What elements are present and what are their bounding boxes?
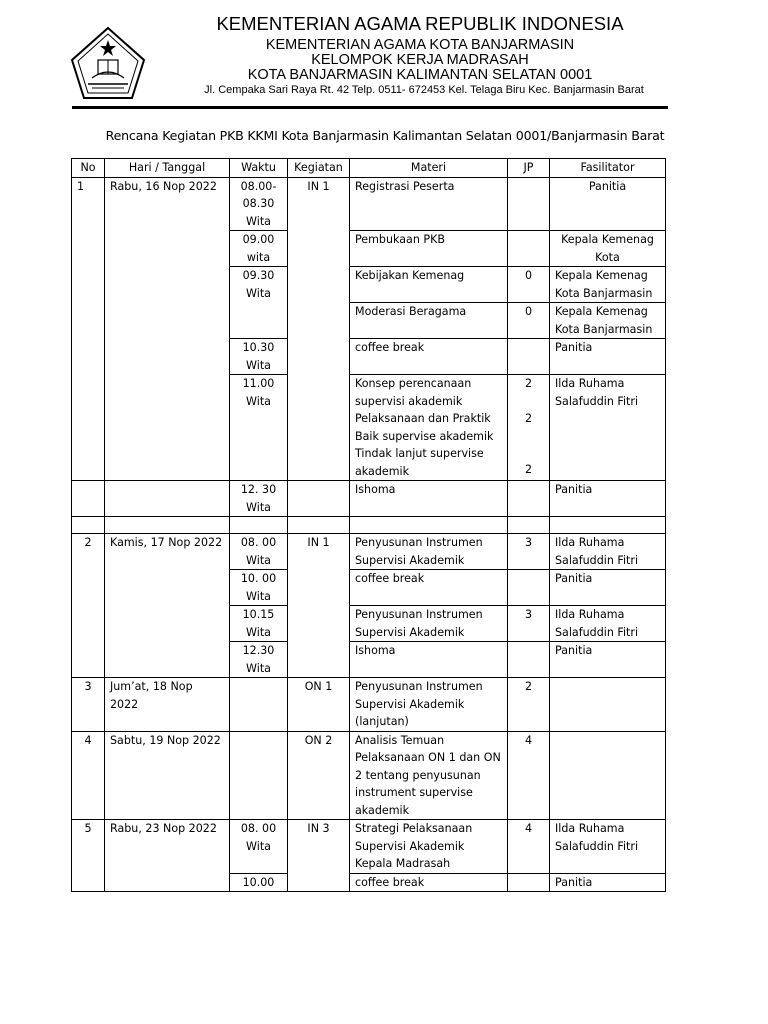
cell-fasilitator: Panitia xyxy=(550,177,666,231)
cell-materi xyxy=(350,375,508,481)
cell-materi: Penyusunan Instrumen Supervisi Akademik xyxy=(350,534,508,570)
table-row xyxy=(72,339,666,375)
cell-waktu: 10.30 Wita xyxy=(230,339,288,375)
cell-waktu xyxy=(230,731,288,820)
cell-jp: 4 xyxy=(508,731,550,820)
cell-jp xyxy=(508,642,550,678)
cell-jp: 2 xyxy=(508,678,550,732)
cell-jp: 3 xyxy=(508,534,550,570)
table-row xyxy=(72,481,666,517)
cell-no: 3 xyxy=(72,678,105,732)
cell-hari: Jum’at, 18 Nop 2022 xyxy=(105,678,230,732)
cell-fasilitator xyxy=(550,731,666,820)
cell-materi: Moderasi Beragama xyxy=(350,303,508,339)
cell-fasilitator: Ilda Ruhama Salafuddin Fitri xyxy=(550,820,666,874)
cell-jp: 3 xyxy=(508,606,550,642)
cell-jp xyxy=(508,177,550,231)
cell-materi: Ishoma xyxy=(350,642,508,678)
materi-item: Konsep perencanaan supervisi akademik xyxy=(355,377,472,408)
cell-jp: 4 xyxy=(508,820,550,874)
address-line: Jl. Cempaka Sari Raya Rt. 42 Telp. 0511- 672453 Kel. Telaga Biru Kec. Banjarmasin Barat xyxy=(204,84,644,96)
cell-hari: Rabu, 16 Nop 2022 xyxy=(105,177,230,231)
cell-waktu: 12.30 Wita xyxy=(230,642,288,678)
table-row xyxy=(72,231,666,267)
cell-materi: coffee break xyxy=(350,873,508,892)
cell-materi: Pembukaan PKB xyxy=(350,231,508,267)
cell-fasilitator: Kepala Kemenag Kota xyxy=(550,231,666,267)
cell-fasilitator: Panitia xyxy=(550,481,666,517)
cell-waktu xyxy=(230,678,288,732)
cell-fasilitator: Ilda Ruhama Salafuddin Fitri xyxy=(550,606,666,642)
group-title: KELOMPOK KERJA MADRASAH xyxy=(311,52,529,68)
cell-fasilitator: Panitia xyxy=(550,339,666,375)
table-row xyxy=(72,873,666,892)
col-header-waktu: Waktu xyxy=(230,159,288,178)
cell-waktu: 10.00 xyxy=(230,873,288,892)
cell-jp: 0 xyxy=(508,267,550,303)
col-header-no: No xyxy=(72,159,105,178)
cell-fasilitator: Ilda Ruhama Salafuddin Fitri xyxy=(550,375,666,481)
cell-jp xyxy=(508,339,550,375)
cell-waktu: 08. 00 Wita xyxy=(230,534,288,570)
cell-waktu: 09.30 Wita xyxy=(230,267,288,303)
col-header-materi: Materi xyxy=(350,159,508,178)
cell-fasilitator: Panitia xyxy=(550,642,666,678)
jp-value: 2 xyxy=(524,411,533,425)
jp-value: 2 xyxy=(524,377,533,390)
cell-materi: Penyusunan Instrumen Supervisi Akademik (lanjutan) xyxy=(350,678,508,732)
office-title: KEMENTERIAN AGAMA KOTA BANJARMASIN xyxy=(265,37,575,53)
cell-materi: Kebijakan Kemenag xyxy=(350,267,508,303)
table-row xyxy=(72,177,666,231)
table-row xyxy=(72,267,666,303)
table-row xyxy=(72,375,666,481)
table-row xyxy=(72,570,666,606)
ministry-title: KEMENTERIAN AGAMA REPUBLIK INDONESIA xyxy=(216,13,624,34)
col-header-fasilitator: Fasilitator xyxy=(550,159,666,178)
table-header-row xyxy=(72,159,666,178)
cell-fasilitator: Kepala Kemenag Kota Banjarmasin xyxy=(550,267,666,303)
spacer-row xyxy=(72,517,666,534)
cell-waktu: 10.15 Wita xyxy=(230,606,288,642)
cell-kegiatan: ON 2 xyxy=(288,731,350,820)
cell-no: 2 xyxy=(72,534,105,570)
cell-materi: Analisis Temuan Pelaksanaan ON 1 dan ON 2 tentang penyusunan instrument supervise akademik xyxy=(350,731,508,820)
cell-fasilitator xyxy=(550,678,666,732)
document-title: Rencana Kegiatan PKB KKMI Kota Banjarmasin Kalimantan Selatan 0001/Banjarmasin Barat xyxy=(105,128,665,143)
cell-kegiatan: IN 1 xyxy=(288,534,350,570)
cell-jp xyxy=(508,231,550,267)
cell-materi: coffee break xyxy=(350,339,508,375)
cell-hari: Sabtu, 19 Nop 2022 xyxy=(105,731,230,820)
table-row xyxy=(72,678,666,732)
cell-fasilitator: Ilda Ruhama Salafuddin Fitri xyxy=(550,534,666,570)
cell-fasilitator: Kepala Kemenag Kota Banjarmasin xyxy=(550,303,666,339)
cell-materi: Strategi Pelaksanaan Supervisi Akademik Kepala Madrasah xyxy=(350,820,508,874)
table-row xyxy=(72,606,666,642)
cell-fasilitator: Panitia xyxy=(550,570,666,606)
table-row xyxy=(72,642,666,678)
cell-hari: Rabu, 23 Nop 2022 xyxy=(105,820,230,874)
cell-kegiatan: IN 3 xyxy=(288,820,350,874)
cell-waktu: 08. 00 Wita xyxy=(230,820,288,874)
cell-waktu: 08.00-08.30 Wita xyxy=(230,177,288,231)
cell-kegiatan: ON 1 xyxy=(288,678,350,732)
cell-materi: Ishoma xyxy=(350,481,508,517)
cell-no: 5 xyxy=(72,820,105,874)
cell-hari: Kamis, 17 Nop 2022 xyxy=(105,534,230,570)
letterhead-rule xyxy=(72,106,668,109)
cell-waktu: 11.00 Wita xyxy=(230,375,288,481)
col-header-hari: Hari / Tanggal xyxy=(105,159,230,178)
cell-waktu: 12. 30 Wita xyxy=(230,481,288,517)
cell-jp xyxy=(508,873,550,892)
col-header-kegiatan: Kegiatan xyxy=(288,159,350,178)
col-header-jp: JP xyxy=(508,159,550,178)
cell-no: 4 xyxy=(72,731,105,820)
jp-value: 2 xyxy=(524,463,533,476)
cell-materi: Registrasi Peserta xyxy=(350,177,508,231)
cell-kegiatan: IN 1 xyxy=(288,177,350,231)
schedule-table xyxy=(71,158,666,892)
table-row xyxy=(72,731,666,820)
table-row xyxy=(72,303,666,339)
cell-jp: 0 xyxy=(508,303,550,339)
cell-materi: coffee break xyxy=(350,570,508,606)
table-row xyxy=(72,820,666,874)
cell-jp xyxy=(508,481,550,517)
cell-waktu: 09.00 wita xyxy=(230,231,288,267)
materi-item: Tindak lanjut supervise akademik xyxy=(355,447,484,478)
table-row xyxy=(72,534,666,570)
cell-jp xyxy=(508,570,550,606)
materi-item: Pelaksanaan dan Praktik Baik supervise akademik xyxy=(355,412,494,443)
cell-fasilitator: Panitia xyxy=(550,873,666,892)
cell-jp xyxy=(508,375,550,481)
region-title: KOTA BANJARMASIN KALIMANTAN SELATAN 0001 xyxy=(247,67,593,83)
cell-materi: Penyusunan Instrumen Supervisi Akademik xyxy=(350,606,508,642)
cell-no: 1 xyxy=(72,177,105,231)
cell-waktu: 10. 00 Wita xyxy=(230,570,288,606)
